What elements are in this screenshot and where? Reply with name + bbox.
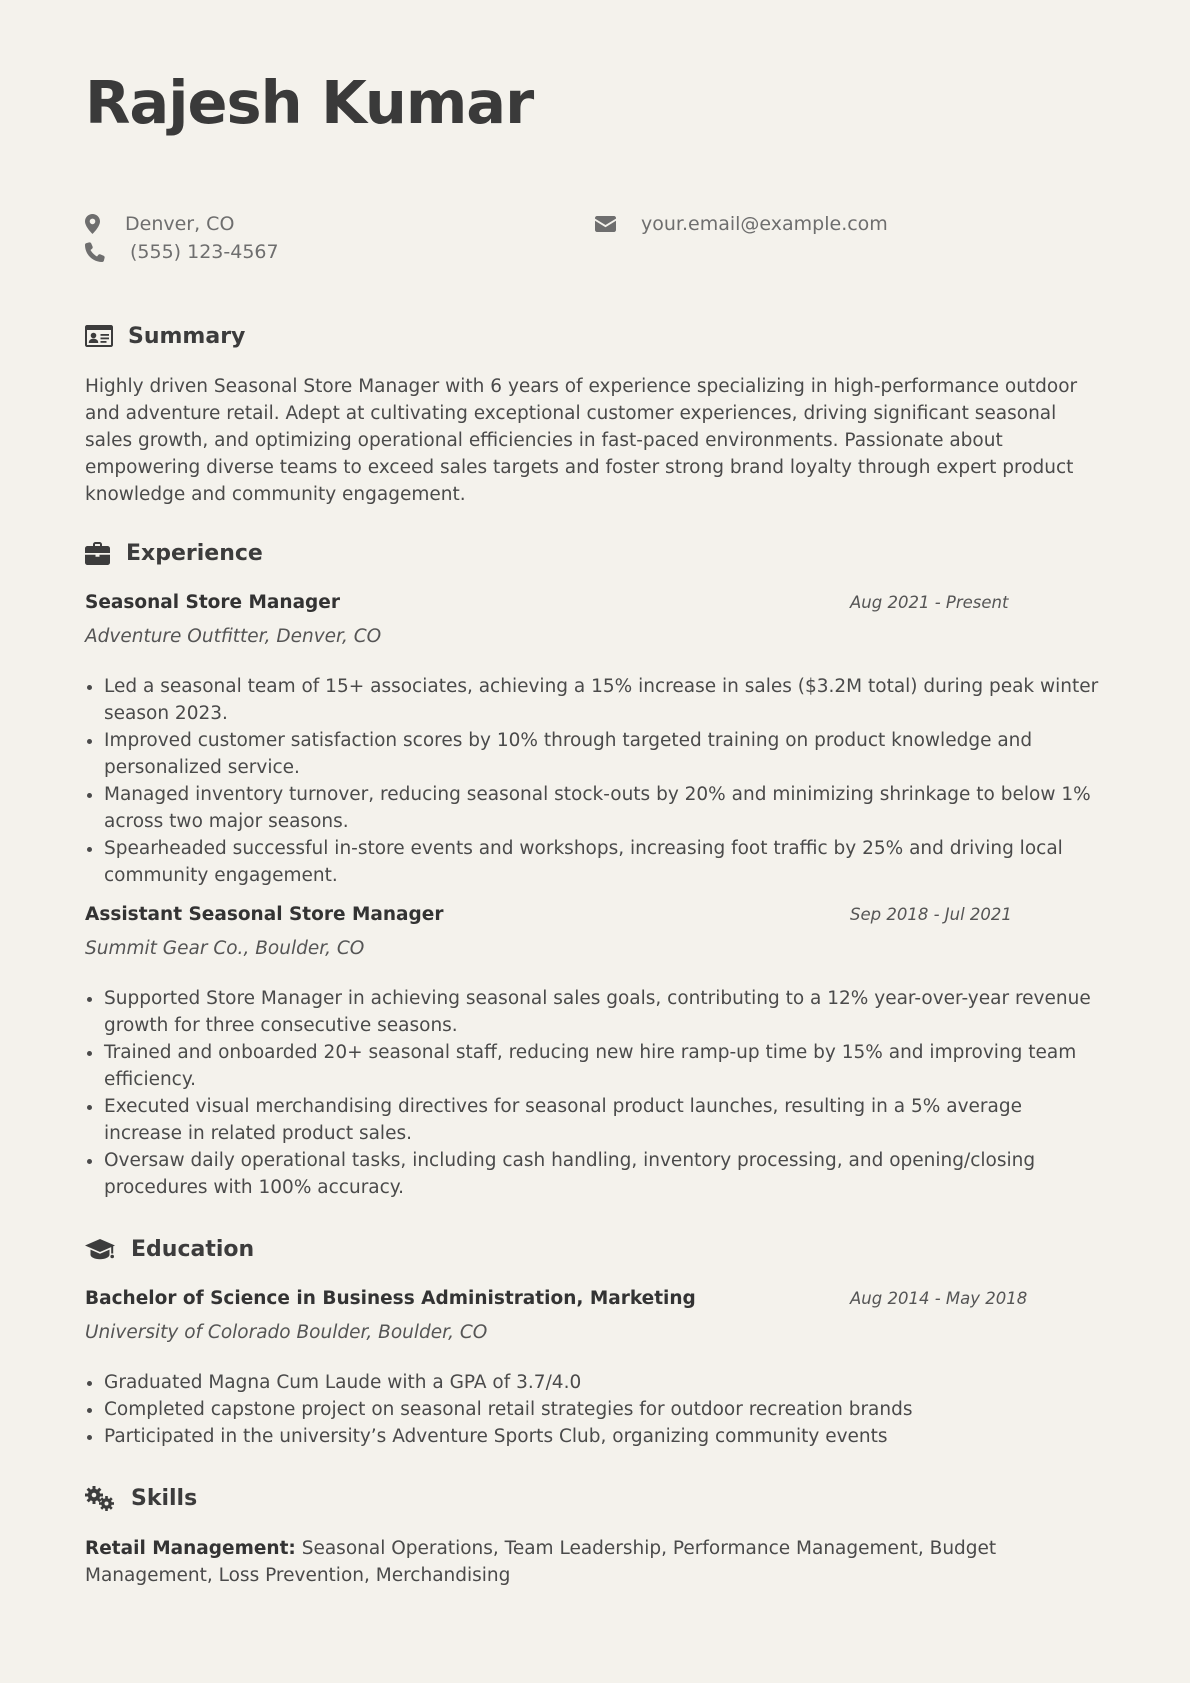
job-bullet-list — [85, 985, 1105, 1201]
education-dates: Aug 2014 - May 2018 — [850, 1289, 1028, 1308]
job-bullet-list — [85, 673, 1105, 889]
degree-title: Bachelor of Science in Business Administration, Marketing — [85, 1288, 696, 1309]
job-organization: Summit Gear Co., Boulder, CO — [85, 938, 365, 959]
map-marker-icon — [85, 214, 100, 234]
phone-icon — [85, 242, 105, 262]
list-item: Graduated Magna Cum Laude with a GPA of 3.7/4.0 — [85, 1369, 1105, 1396]
list-item: Supported Store Manager in achieving seasonal sales goals, contributing to a 12% year-over-year revenue growth for three consecutive seasons. — [85, 985, 1105, 1039]
contact-email — [595, 211, 888, 237]
summary-section-header — [85, 320, 245, 352]
list-item: Completed capstone project on seasonal retail strategies for outdoor recreation brands — [85, 1396, 1105, 1423]
education-section-header — [85, 1233, 254, 1265]
contact-phone — [85, 239, 279, 265]
id-card-icon — [85, 325, 113, 347]
summary-title: Summary — [128, 323, 246, 349]
education-bullet-list — [85, 1369, 1105, 1450]
skills-title: Skills — [131, 1485, 198, 1511]
phone-text: (555) 123-4567 — [130, 241, 279, 263]
graduation-cap-icon — [85, 1239, 115, 1260]
list-item: Trained and onboarded 20+ seasonal staff, reducing new hire ramp-up time by 15% and improving team efficiency. — [85, 1039, 1105, 1093]
contact-location — [85, 211, 234, 237]
skills-line — [85, 1535, 1105, 1589]
list-item: Improved customer satisfaction scores by 10% through targeted training on product knowledge and personalized service. — [85, 727, 1105, 781]
briefcase-icon — [85, 542, 110, 565]
list-item: Managed inventory turnover, reducing seasonal stock-outs by 20% and minimizing shrinkage to below 1% across two major seasons. — [85, 781, 1105, 835]
education-title: Education — [131, 1236, 255, 1262]
job-title: Seasonal Store Manager — [85, 592, 340, 613]
skills-items: Seasonal Operations, Team Leadership, Performance Management, Budget Management, Loss Prevention, Merchandising — [85, 1538, 997, 1586]
list-item: Participated in the university’s Adventure Sports Club, organizing community events — [85, 1423, 1105, 1450]
school-name: University of Colorado Boulder, Boulder, CO — [85, 1322, 488, 1343]
summary-text: Highly driven Seasonal Store Manager with 6 years of experience specializing in high-performance outdoor and adventure retail. Adept at cultivating exceptional customer experiences, driving significant seasonal sales growth, and optimizing operational efficiencies in fast-paced environments. Passionate about empowering diverse teams to exceed sales targets and foster strong brand loyalty through expert product knowledge and community engagement. — [85, 376, 1078, 505]
list-item: Spearheaded successful in-store events and workshops, increasing foot traffic by 25% and driving local community engagement. — [85, 835, 1105, 889]
location-text: Denver, CO — [125, 213, 235, 235]
experience-title: Experience — [126, 540, 263, 566]
job-dates: Sep 2018 - Jul 2021 — [850, 905, 1012, 924]
job-dates: Aug 2021 - Present — [850, 593, 1009, 612]
candidate-name: Rajesh Kumar — [85, 68, 534, 137]
envelope-icon — [595, 216, 616, 232]
job-title: Assistant Seasonal Store Manager — [85, 904, 444, 925]
list-item: Oversaw daily operational tasks, including cash handling, inventory processing, and opening/closing procedures with 100% accuracy. — [85, 1147, 1105, 1201]
gears-icon — [85, 1486, 115, 1511]
email-text[interactable]: your.email@example.com — [641, 213, 888, 235]
skills-category: Retail Management: — [85, 1538, 296, 1559]
job-organization: Adventure Outfitter, Denver, CO — [85, 626, 382, 647]
list-item: Executed visual merchandising directives for seasonal product launches, resulting in a 5% average increase in related product sales. — [85, 1093, 1105, 1147]
skills-section-header — [85, 1482, 197, 1514]
experience-section-header — [85, 537, 263, 569]
list-item: Led a seasonal team of 15+ associates, achieving a 15% increase in sales ($3.2M total) during peak winter season 2023. — [85, 673, 1105, 727]
